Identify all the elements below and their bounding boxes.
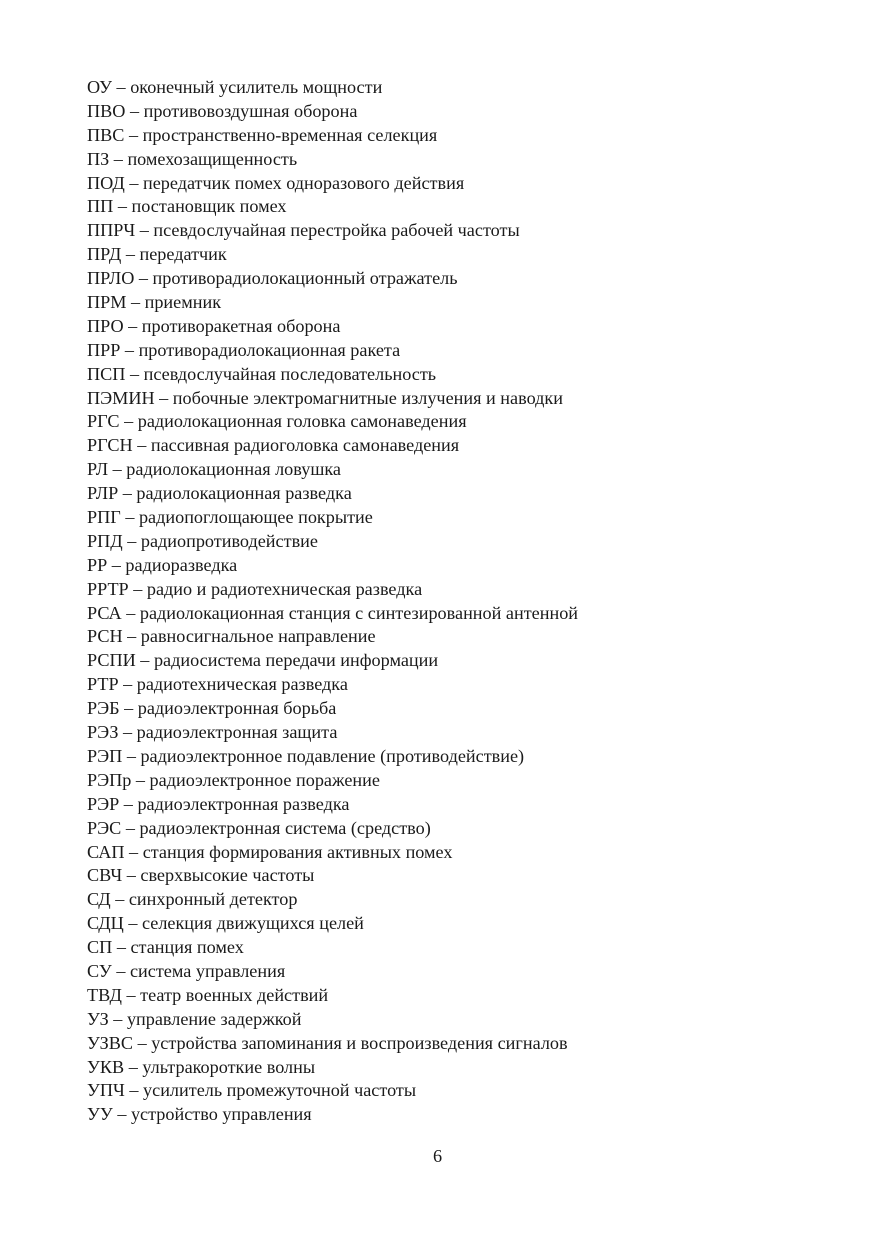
abbreviation-entry (87, 984, 827, 1008)
abbreviation-entry (87, 817, 827, 841)
abbreviation-dash: – (125, 363, 144, 384)
abbreviation-entry (87, 76, 827, 100)
abbreviation-entry (87, 697, 827, 721)
abbreviation-definition: приемник (144, 292, 222, 313)
abbreviation-term: ППРЧ (87, 220, 136, 241)
abbreviation-definition: равносигнальное направление (140, 626, 376, 647)
abbreviation-term: ТВД (87, 984, 122, 1005)
abbreviation-term: РГСН (87, 435, 133, 456)
abbreviation-entry (87, 172, 827, 196)
abbreviation-dash: – (124, 124, 143, 145)
abbreviation-definition: радиотехническая разведка (136, 674, 348, 695)
abbreviation-definition: псевдослучайная последовательность (143, 363, 437, 384)
abbreviation-entry (87, 315, 827, 339)
abbreviation-definition: пассивная радиоголовка самонаведения (150, 435, 460, 456)
abbreviation-term: РЛР (87, 483, 119, 504)
abbreviation-definition: пространственно-временная селекция (142, 124, 438, 145)
abbreviation-definition: радиоэлектронное подавление (противодействие) (140, 745, 525, 766)
abbreviation-definition: селекция движущихся целей (141, 913, 364, 934)
abbreviation-definition: театр военных действий (140, 984, 329, 1005)
abbreviation-term: ПОД (87, 172, 125, 193)
abbreviation-entry (87, 1103, 827, 1127)
abbreviation-entry (87, 1008, 827, 1032)
abbreviation-dash: – (125, 100, 144, 121)
abbreviation-entry (87, 530, 827, 554)
abbreviation-term: ПВО (87, 100, 126, 121)
abbreviation-definition: станция помех (130, 937, 244, 958)
abbreviation-term: ПРМ (87, 292, 127, 313)
abbreviation-definition: псевдослучайная перестройка рабочей частоты (153, 220, 520, 241)
abbreviation-term: РСА (87, 602, 122, 623)
abbreviation-dash: – (135, 220, 154, 241)
abbreviation-term: ОУ (87, 77, 112, 97)
abbreviation-entry (87, 291, 827, 315)
abbreviation-term: РЭП (87, 745, 123, 766)
abbreviation-dash: – (121, 984, 141, 1005)
abbreviation-definition: ультракороткие волны (142, 1056, 316, 1077)
abbreviation-term: ПЗ (87, 148, 110, 169)
abbreviation-dash: – (113, 196, 132, 217)
abbreviation-dash: – (121, 244, 140, 265)
abbreviation-term: УУ (87, 1104, 113, 1125)
abbreviation-entry (87, 578, 827, 602)
abbreviation-entry (87, 936, 827, 960)
abbreviation-dash: – (134, 268, 153, 289)
abbreviation-term: РСН (87, 626, 123, 647)
abbreviation-term: ПРД (87, 244, 122, 265)
abbreviation-term: СД (87, 889, 111, 910)
abbreviation-definition: управление задержкой (126, 1008, 302, 1029)
abbreviation-entry (87, 1056, 827, 1080)
abbreviation-entry (87, 482, 827, 506)
abbreviation-dash: – (111, 960, 130, 981)
abbreviation-definition: противорадиолокационная ракета (138, 339, 401, 360)
abbreviation-definition: синхронный детектор (128, 889, 298, 910)
abbreviation-dash: – (132, 435, 151, 456)
abbreviation-entry (87, 745, 827, 769)
abbreviation-term: ПП (87, 196, 114, 217)
abbreviation-definition: радиопоглощающее покрытие (138, 507, 373, 528)
abbreviation-term: ПВС (87, 124, 125, 145)
abbreviation-entry (87, 841, 827, 865)
abbreviation-dash: – (112, 1104, 131, 1125)
abbreviation-dash: – (110, 889, 129, 910)
abbreviation-dash: – (122, 865, 141, 886)
abbreviation-definition: устройства запоминания и воспроизведения сигналов (151, 1032, 568, 1053)
abbreviation-entry (87, 960, 827, 984)
abbreviation-definition: сверхвысокие частоты (140, 865, 315, 886)
abbreviation-entry (87, 363, 827, 387)
abbreviation-entry (87, 769, 827, 793)
abbreviation-dash: – (123, 913, 142, 934)
abbreviation-dash: – (108, 1008, 127, 1029)
abbreviation-entry (87, 458, 827, 482)
abbreviation-entry (87, 793, 827, 817)
abbreviation-entry (87, 434, 827, 458)
abbreviation-dash: – (107, 554, 126, 575)
abbreviation-term: ПРЛО (87, 268, 135, 289)
abbreviation-dash: – (124, 841, 143, 862)
abbreviation-term: САП (87, 841, 125, 862)
abbreviation-entry (87, 267, 827, 291)
abbreviation-term: РЭР (87, 793, 120, 814)
abbreviation-definition: радиоэлектронная защита (136, 722, 338, 743)
abbreviation-entry (87, 912, 827, 936)
abbreviation-definition: противорадиолокационный отражатель (152, 268, 458, 289)
abbreviation-definition: радио и радиотехническая разведка (146, 578, 423, 599)
abbreviation-term: РСПИ (87, 650, 136, 671)
abbreviation-entry (87, 243, 827, 267)
abbreviation-entry (87, 148, 827, 172)
abbreviation-definition: радиоэлектронная борьба (137, 698, 337, 719)
abbreviation-dash: – (109, 148, 128, 169)
abbreviation-entry (87, 864, 827, 888)
abbreviation-definition: радиосистема передачи информации (153, 650, 439, 671)
abbreviation-definition: радиоэлектронная система (средство) (139, 817, 431, 838)
abbreviation-definition: радиолокационная ловушка (126, 459, 341, 480)
abbreviation-term: РПГ (87, 507, 121, 528)
abbreviation-entry (87, 649, 827, 673)
abbreviation-definition: противовоздушная оборона (143, 100, 358, 121)
abbreviation-dash: – (118, 722, 137, 743)
page-number: 6 (432, 1146, 443, 1166)
abbreviation-entry (87, 339, 827, 363)
abbreviation-dash: – (121, 817, 140, 838)
abbreviation-term: ПРР (87, 339, 121, 360)
abbreviation-dash: – (122, 745, 141, 766)
abbreviation-entry (87, 410, 827, 434)
abbreviation-term: УКВ (87, 1056, 125, 1077)
abbreviation-term: РГС (87, 411, 120, 432)
abbreviation-term: СДЦ (87, 913, 124, 934)
abbreviation-term: УЗВС (87, 1032, 134, 1053)
abbreviation-term: РЛ (87, 459, 109, 480)
abbreviation-entry (87, 673, 827, 697)
abbreviation-definition: устройство управления (130, 1104, 312, 1125)
abbreviation-dash: – (119, 698, 138, 719)
abbreviation-definition: станция формирования активных помех (142, 841, 453, 862)
abbreviation-dash: – (154, 387, 173, 408)
abbreviation-dash: – (131, 769, 150, 790)
abbreviation-dash: – (112, 77, 131, 97)
abbreviation-term: РЭПр (87, 769, 132, 790)
abbreviation-entry (87, 888, 827, 912)
abbreviation-dash: – (120, 339, 139, 360)
abbreviation-term: РЭС (87, 817, 122, 838)
abbreviation-definition: противоракетная оборона (141, 315, 341, 336)
abbreviation-term: РЭБ (87, 698, 120, 719)
abbreviation-dash: – (118, 483, 137, 504)
abbreviation-entry (87, 124, 827, 148)
abbreviation-dash: – (122, 626, 141, 647)
abbreviation-entry (87, 1079, 827, 1103)
abbreviation-dash: – (124, 172, 143, 193)
abbreviation-entry (87, 387, 827, 411)
abbreviation-dash: – (120, 507, 139, 528)
abbreviation-term: ПСП (87, 363, 126, 384)
abbreviation-dash: – (135, 650, 154, 671)
abbreviation-definition: радиоэлектронная разведка (137, 793, 350, 814)
abbreviation-term: УЗ (87, 1008, 109, 1029)
abbreviation-term: РР (87, 554, 108, 575)
abbreviation-entry (87, 602, 827, 626)
abbreviation-definition: радиоразведка (125, 554, 238, 575)
abbreviation-dash: – (112, 937, 131, 958)
abbreviation-dash: – (118, 674, 137, 695)
abbreviation-dash: – (133, 1032, 152, 1053)
abbreviation-definition: передатчик (139, 244, 227, 265)
abbreviation-term: ПРО (87, 315, 124, 336)
abbreviation-entry (87, 1032, 827, 1056)
abbreviation-definition: радиолокационная разведка (136, 483, 352, 504)
abbreviation-entry (87, 506, 827, 530)
abbreviation-term: СП (87, 937, 113, 958)
abbreviation-definition: передатчик помех одноразового действия (142, 172, 465, 193)
abbreviation-definition: радиоэлектронное поражение (149, 769, 380, 790)
abbreviation-entry (87, 554, 827, 578)
abbreviation-dash: – (122, 530, 141, 551)
abbreviation-dash: – (119, 793, 138, 814)
abbreviation-dash: – (126, 292, 145, 313)
abbreviation-dash: – (124, 1080, 144, 1101)
abbreviation-term: СУ (87, 960, 112, 981)
abbreviation-term: СВЧ (87, 865, 123, 886)
abbreviation-term: РПД (87, 530, 123, 551)
abbreviation-dash: – (121, 602, 140, 623)
abbreviation-definition: усилитель промежуточной частоты (143, 1080, 417, 1101)
abbreviation-entry (87, 625, 827, 649)
abbreviation-definition: радиолокационная головка самонаведения (137, 411, 467, 432)
abbreviation-list (87, 76, 827, 1127)
abbreviation-definition: помехозащищенность (127, 148, 298, 169)
abbreviation-entry (87, 219, 827, 243)
abbreviation-definition: радиопротиводействие (140, 530, 318, 551)
abbreviation-term: РРТР (87, 578, 129, 599)
abbreviation-term: УПЧ (87, 1080, 125, 1101)
abbreviation-dash: – (123, 315, 142, 336)
abbreviation-dash: – (128, 578, 147, 599)
abbreviation-dash: – (108, 459, 127, 480)
abbreviation-definition: побочные электромагнитные излучения и наводки (172, 387, 563, 408)
abbreviation-term: РЭЗ (87, 722, 119, 743)
abbreviation-definition: система управления (129, 960, 286, 981)
abbreviation-definition: радиолокационная станция с синтезированной антенной (139, 602, 579, 623)
abbreviation-definition: постановщик помех (131, 196, 287, 217)
abbreviation-dash: – (124, 1056, 143, 1077)
abbreviation-entry (87, 195, 827, 219)
abbreviation-term: РТР (87, 674, 119, 695)
abbreviation-entry (87, 721, 827, 745)
abbreviation-term: ПЭМИН (87, 387, 155, 408)
abbreviation-dash: – (119, 411, 138, 432)
abbreviation-entry (87, 100, 827, 124)
abbreviation-definition: оконечный усилитель мощности (130, 77, 383, 97)
